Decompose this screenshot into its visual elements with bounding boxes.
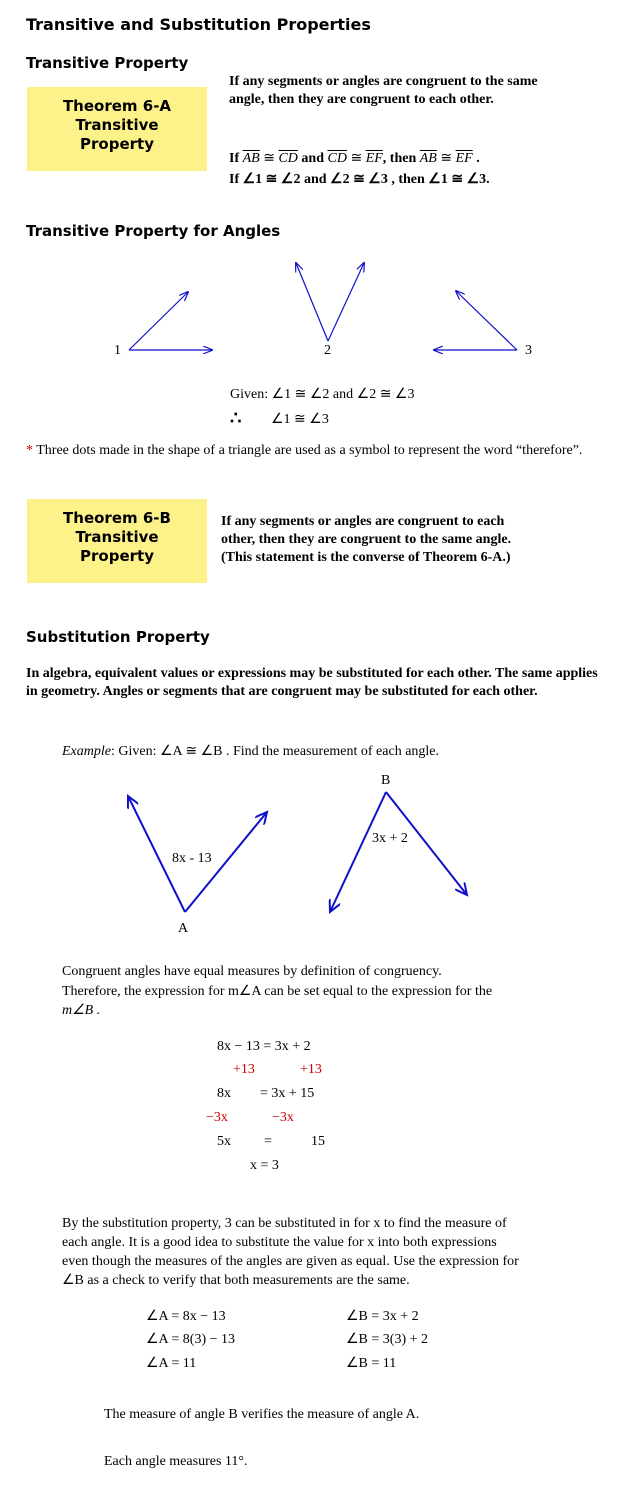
explain-1: Congruent angles have equal measures by definition of congruency. xyxy=(62,964,442,979)
seg-if: If xyxy=(229,151,240,166)
note-star: * xyxy=(26,443,33,458)
therefore-symbol: ∴ xyxy=(230,408,242,428)
check-b-3: ∠B = 11 xyxy=(346,1356,397,1371)
solve-row-3a: 8x xyxy=(217,1086,231,1101)
seg-cd-2: $\overline{CD}$ xyxy=(327,151,347,166)
example-text: : Given: ∠A ≅ ∠B . Find the measurement of each angle. xyxy=(110,744,440,759)
angles-heading: Transitive Property for Angles xyxy=(26,222,281,240)
substitution-intro: In algebra, equivalent values or expressions may be substituted for each other. The same applies in geometry. Angles or segments that are congruent may be substituted for each other. xyxy=(26,666,598,699)
angle-label-a: A xyxy=(178,921,189,936)
given-line: Given: ∠1 ≅ ∠2 and ∠2 ≅ ∠3 xyxy=(230,387,415,402)
example-label: Example xyxy=(62,744,111,759)
expr-b: 3x + 2 xyxy=(372,831,408,846)
seg-ab-2: $\overline{AB}$ xyxy=(419,151,437,166)
angle-b xyxy=(330,792,467,912)
solve-row-5c: 15 xyxy=(311,1134,325,1149)
angle-2 xyxy=(296,263,364,341)
theorem-6a-line3: Property xyxy=(80,135,154,153)
solve-row-2a: +13 xyxy=(233,1062,255,1077)
seg-cong-3: ≅ xyxy=(440,151,453,166)
seg-then: , then xyxy=(382,151,417,166)
seg-ab: $\overline{AB}$ xyxy=(242,151,260,166)
check-para-1: By the substitution property, 3 can be substituted in for x to find the measure of xyxy=(62,1216,507,1231)
theorem-6b-line3: Property xyxy=(80,547,154,565)
segment-line: If $\overline{AB}$ ≅ $\overline{CD}$ and $\overline{CD}$ ≅ $\overline{EF}$, then $\overline{AB}$ ≅ $\overline{EF}$ . xyxy=(229,151,480,166)
theorem-6a-title: Theorem 6-A xyxy=(62,97,172,115)
check-a-1: ∠A = 8x − 13 xyxy=(146,1309,226,1324)
seg-cong-1: ≅ xyxy=(263,151,275,166)
angle-label-b: B xyxy=(381,773,391,788)
expr-a: 8x - 13 xyxy=(172,851,212,866)
solve-row-4b: −3x xyxy=(272,1110,294,1125)
theorem-6a-line2: Transitive xyxy=(75,116,159,134)
explain-3: m∠B . xyxy=(62,1003,101,1018)
theorem-6b-statement-2: other, then they are congruent to the same angle. xyxy=(221,532,512,547)
angle-label-3: 3 xyxy=(525,343,532,358)
angle-3 xyxy=(434,291,517,350)
check-para-3: even though the measures of the angles are given as equal. Use the expression for xyxy=(62,1254,519,1269)
theorem-6b-statement-1: If any segments or angles are congruent to each xyxy=(221,514,505,529)
seg-cong-2: ≅ xyxy=(350,151,363,166)
angle-label-1: 1 xyxy=(114,343,121,358)
check-b-2: ∠B = 3(3) + 2 xyxy=(346,1332,429,1347)
seg-cd: $\overline{CD}$ xyxy=(278,151,298,166)
theorem-6b-title: Theorem 6-B xyxy=(63,509,171,527)
theorem-6b-box xyxy=(27,499,207,583)
solve-row-1: 8x − 13 = 3x + 2 xyxy=(217,1039,311,1054)
verify-line: The measure of angle B verifies the measure of angle A. xyxy=(104,1407,420,1422)
check-a-2: ∠A = 8(3) − 13 xyxy=(146,1332,236,1347)
check-para-2: each angle. It is a good idea to substitute the value for x into both expressions xyxy=(62,1235,497,1250)
angle-label-2: 2 xyxy=(324,343,331,358)
solve-row-4a: −3x xyxy=(206,1110,228,1125)
solve-row-5a: 5x xyxy=(217,1134,231,1149)
explain-2: Therefore, the expression for m∠A can be set equal to the expression for the xyxy=(62,984,493,999)
check-b-1: ∠B = 3x + 2 xyxy=(346,1309,419,1324)
solve-row-2b: +13 xyxy=(300,1062,322,1077)
theorem-6b-line2: Transitive xyxy=(75,528,159,546)
seg-ef-2: $\overline{EF}$ xyxy=(455,151,473,166)
check-para-4: ∠B as a check to verify that both measurements are the same. xyxy=(62,1273,410,1288)
seg-ef: $\overline{EF}$ xyxy=(365,151,383,166)
conclusion: ∠1 ≅ ∠3 xyxy=(271,412,329,427)
example-line xyxy=(62,743,439,761)
theorem-6b-statement-3: (This statement is the converse of Theorem 6-A.) xyxy=(221,550,511,565)
final-answer: Each angle measures 11°. xyxy=(104,1454,248,1469)
therefore-note xyxy=(26,442,596,460)
seg-and: and xyxy=(301,151,324,166)
note-text: Three dots made in the shape of a triangle are used as a symbol to represent the word “therefore”. xyxy=(33,443,583,458)
angle-1 xyxy=(129,292,212,350)
transitive-heading: Transitive Property xyxy=(26,54,189,72)
check-a-3: ∠A = 11 xyxy=(146,1356,197,1371)
page-title: Transitive and Substitution Properties xyxy=(26,15,371,34)
theorem-6a-statement: If any segments or angles are congruent to the same angle, then they are congruent to each other. xyxy=(229,74,538,107)
solve-row-6: x = 3 xyxy=(250,1158,279,1173)
solve-row-5b: = xyxy=(264,1134,272,1149)
angle-transitive-line: If ∠1 ≅ ∠2 and ∠2 ≅ ∠3 , then ∠1 ≅ ∠3. xyxy=(229,172,490,187)
substitution-heading: Substitution Property xyxy=(26,628,210,646)
solve-row-3b: = 3x + 15 xyxy=(260,1086,315,1101)
